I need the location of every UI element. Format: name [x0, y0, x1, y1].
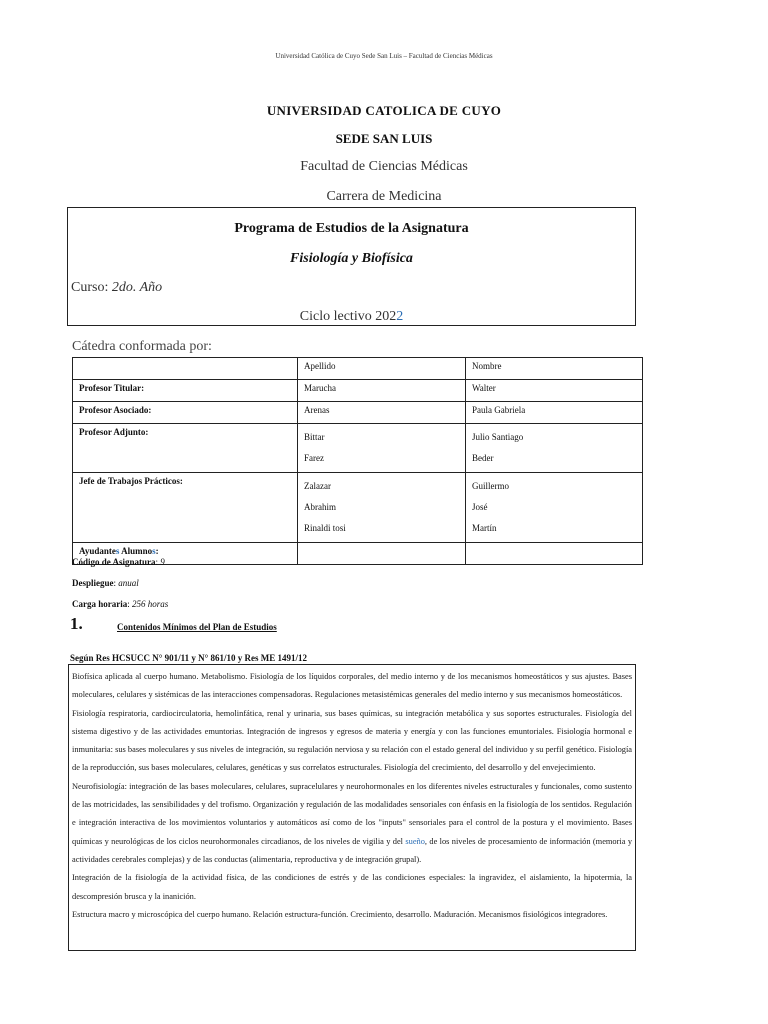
- role-cell: Jefe de Trabajos Prácticos:: [73, 473, 298, 543]
- codigo-label: Código de Asignatura: [72, 557, 156, 567]
- contents-paragraph: Biofísica aplicada al cuerpo humano. Metabolismo. Fisiología de los líquidos corporales, del medio interno y de los mecanismos homeostáticos y sus ajustes. Bases moleculares, celulares y sistémicas de las interacciones compensadoras. Regulaciones metasistémicas generales del medio interno y sus mecanismos homeostáticos.: [72, 672, 632, 700]
- apellido-entry: Zalazar: [304, 481, 331, 491]
- contents-text: Neurofisiología: integración de las bases moleculares, celulares, supracelulares y neurohormonales en los diferentes niveles estructurales y funcionales, como sustento de las motricidades, las sensibilidades y del trofismo. Organización y regulación de las modalidades sensoriales con énfasis en la fisiología de los sentidos. Regulación e integración interactiva de los movimientos voluntarios y automáticos así como de los "inputs" sensoriales para el control de la postura y el movimiento. Bases químicas y neurológicas de los ciclos neurohormonales circadianos, de los niveles de vigilia y del: [72, 781, 632, 846]
- nombre-entry: Martín: [472, 523, 497, 533]
- curso-line: [71, 280, 162, 296]
- role-text: Ayudante: [79, 546, 116, 556]
- apellido-cell: Arenas: [298, 402, 466, 424]
- resolution-line: Según Res HCSUCC N° 901/11 y N° 861/10 y Res ME 1491/12: [70, 653, 307, 663]
- despliegue-value: anual: [118, 578, 139, 588]
- contents-text: , de los niveles de procesamiento de información (memoria y actividades cerebrales complejas) y de las conductas (alimentaria, reproductiva y de integración grupal).: [72, 836, 633, 864]
- despliegue-line: Despliegue: anual: [72, 578, 139, 588]
- nombre-cell: Paula Gabriela: [466, 402, 643, 424]
- contents-box: [68, 664, 636, 951]
- table-header-row: [73, 358, 643, 380]
- apellido-cell: Marucha: [298, 380, 466, 402]
- subject-title: Fisiología y Biofísica: [290, 251, 413, 266]
- section-number: 1.: [70, 614, 83, 633]
- role-cell: Profesor Titular:: [73, 380, 298, 402]
- nombre-entry: José: [472, 502, 488, 512]
- sede-title: SEDE SAN LUIS: [335, 131, 433, 146]
- table-row: [73, 424, 643, 473]
- career-title: Carrera de Medicina: [326, 189, 442, 204]
- sueno-link[interactable]: sueño: [405, 836, 425, 846]
- carga-line: Carga horaria: 256 horas: [72, 599, 169, 609]
- nombre-cell: [466, 473, 643, 543]
- contents-paragraph: Fisiología respiratoria, cardiocirculatoria, hemolinfática, renal y urinaria, sus bases químicas, su integración metabólica y sus soportes estructurales. Fisiología del sistema digestivo y de las actividades emuntorias. Integración de ingresos y egresos de materia y energía y con las funciones emuntoriales. Fisiología hormonal e inmunitaria: sus bases moleculares y sus niveles de integración, su regulación nerviosa y su relación con el estado general del individuo y su perfil genético. Fisiología de la reproducción, sus bases moleculares, celulares, genéticas y sus correlatos estructurales. Fisiología del crecimiento, del desarrollo y del envejecimiento.: [72, 708, 632, 773]
- program-box: [67, 207, 636, 326]
- faculty-title: Facultad de Ciencias Médicas: [300, 159, 468, 174]
- carga-value: 256 horas: [132, 599, 169, 609]
- role-cell: Profesor Adjunto:: [73, 424, 298, 473]
- ciclo-line: [68, 309, 635, 325]
- codigo-line: Código de Asignatura: 9: [72, 557, 165, 567]
- codigo-value: 9: [160, 557, 165, 567]
- apellido-cell: [298, 424, 466, 473]
- nombre-entry: Julio Santiago: [472, 432, 524, 442]
- contents-paragraph: Integración de la fisiología de la actividad física, de las condiciones de estrés y de las condiciones especiales: la ingravidez, el aislamiento, la hipotermia, la descompresión brusca y la inanición.: [72, 873, 632, 901]
- header-cell-nombre: Nombre: [466, 358, 643, 380]
- apellido-entry: Abrahim: [304, 502, 336, 512]
- staff-table: [72, 357, 643, 565]
- role-text-plural: s: [152, 546, 156, 556]
- role-text: Alumno: [119, 546, 153, 556]
- apellido-entry: Farez: [304, 453, 324, 463]
- nombre-cell: [466, 543, 643, 565]
- role-text-plural: s: [115, 546, 120, 556]
- contents-paragraph: Estructura macro y microscópica del cuerpo humano. Relación estructura-función. Crecimiento, desarrollo. Maduración. Mecanismos fisiológicos integradores.: [72, 909, 608, 919]
- nombre-cell: [466, 424, 643, 473]
- curso-value: 2do. Año: [111, 280, 163, 295]
- table-row: [73, 402, 643, 424]
- nombre-cell: Walter: [466, 380, 643, 402]
- apellido-entry: Rinaldi tosi: [304, 523, 346, 533]
- table-row: [73, 380, 643, 402]
- ciclo-label: Ciclo lectivo 202: [299, 309, 397, 324]
- nombre-entry: Guillermo: [472, 481, 509, 491]
- carga-label: Carga horaria: [72, 599, 128, 609]
- role-cell: Profesor Asociado:: [73, 402, 298, 424]
- university-title: UNIVERSIDAD CATOLICA DE CUYO: [266, 103, 502, 118]
- apellido-entry: Bittar: [304, 432, 325, 442]
- nombre-entry: Beder: [472, 453, 494, 463]
- header-cell-apellido: Apellido: [298, 358, 466, 380]
- header-cell-role: [73, 358, 298, 380]
- program-title: Programa de Estudios de la Asignatura: [234, 221, 469, 236]
- catedra-label: Cátedra conformada por:: [72, 339, 212, 354]
- section-title: Contenidos Mínimos del Plan de Estudios: [117, 622, 277, 632]
- curso-label: Curso:: [71, 280, 109, 295]
- apellido-cell: [298, 543, 466, 565]
- apellido-cell: [298, 473, 466, 543]
- role-colon: :: [155, 546, 159, 556]
- despliegue-label: Despliegue: [72, 578, 114, 588]
- page-header-note: Universidad Católica de Cuyo Sede San Luis – Facultad de Ciencias Médicas: [275, 52, 493, 60]
- contents-paragraph: [72, 778, 632, 869]
- ciclo-last-digit: 2: [396, 309, 404, 324]
- table-row: [73, 473, 643, 543]
